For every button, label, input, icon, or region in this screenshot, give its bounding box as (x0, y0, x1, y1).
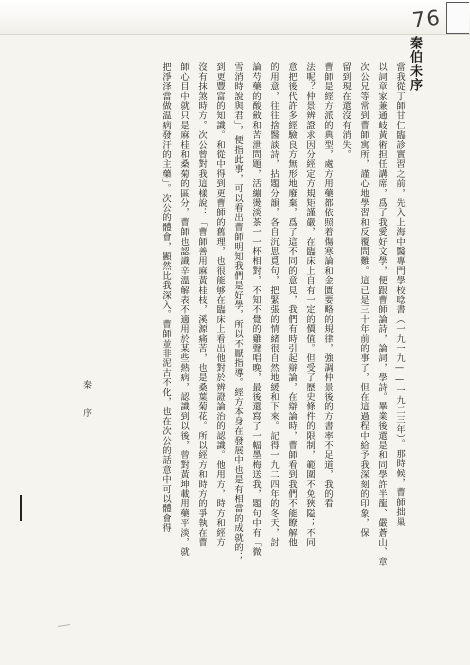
text-column: 法呢？仲景辨證求因分經定方規矩謹嚴，在臨床上自有一定的價值。但受了歷史條件的限制，範圍不免狹隘；不同 (304, 62, 315, 547)
pencil-smudge (58, 624, 70, 627)
text-column: 到更豐富的知識。和從中得到更曹師的舊理，也很能够在臨床上看出他對於辨證論治的認識。他用方，時方和經方 (214, 62, 225, 547)
margin-mark (20, 495, 22, 521)
text-column: 雪消時說與君」，便指此事，可以看出曹師明知我們是好學，所以不厭指導。經方本身在發展中也是有相當的成就的； (232, 62, 243, 562)
text-column: 論芍藥的酸斂和苦泄問題，活繃燙淡茶一一杯相對，不知不覺的雞聲唱晚，最後還寫了一幅墨梅送我，題句中有「微 (250, 62, 261, 557)
text-column: 曹師是經方派的典型，處方用藥都依照着傷寒論和金匱要略的規律，強調仲景後的方書率不足道，我的看 (322, 62, 333, 509)
text-column: 次公兄等常到曹師寓所，謹心地學習和反覆問難。這已是三十年前的事了，但在這過程中給予我深刻的印象，保 (358, 62, 369, 538)
handwritten-page-number: 76 (410, 5, 442, 33)
text-column: 的用意，往往捨醫談詩，拈題分韻，各自沉思覓句，把緊張的情緒很自然地緩和下來。記得一九二四年的冬天，討 (268, 62, 279, 547)
corner-label-sticker (446, 2, 469, 34)
text-column: 沒有抹煞時方。次公曾對我這樣說：「曹師善用麻黃桂枝，溪源痛苦，也是桑葉菊花。所以經方和時方的爭執在曹 (196, 62, 207, 547)
preface-title: 秦伯未序 (407, 36, 422, 92)
text-column: 以詞章家兼通岐黃術担任講席，爲了我愛好文學，便跟曹師論詩，論詞，學詩。畢業後還是和同學許半龍、嚴蒼山、章 (376, 62, 387, 567)
text-column: 留到現在還沒有消失。 (340, 62, 351, 159)
text-column: 師心目中就只是麻桂和桑菊的區分，曹師也認識辛溫解表不適用於某些熱病，認識到以後，曾對黃坤載用藥平淡，就 (178, 62, 189, 557)
top-tape-strip (0, 0, 470, 35)
running-head: 秦 序 (81, 380, 91, 425)
text-column: 把淨泽當做温病發汗的主藥」。次公的體會，顯然比我深入。曹師並非泥古不化，也在次公的話意中可以體會得 (160, 62, 171, 533)
text-column: 當我從丁師甘仁臨診實習之前，先入上海中醫專門學校唸書（一九一九——一九二三年）。那時候，曹師拙巢 (394, 62, 405, 527)
text-column: 意把後代許多經驗良方無形地廢棄，爲了這不同的意見，我們有時引起辯論，在辯論時，曹師看到我們不能瞭解他 (286, 62, 297, 547)
